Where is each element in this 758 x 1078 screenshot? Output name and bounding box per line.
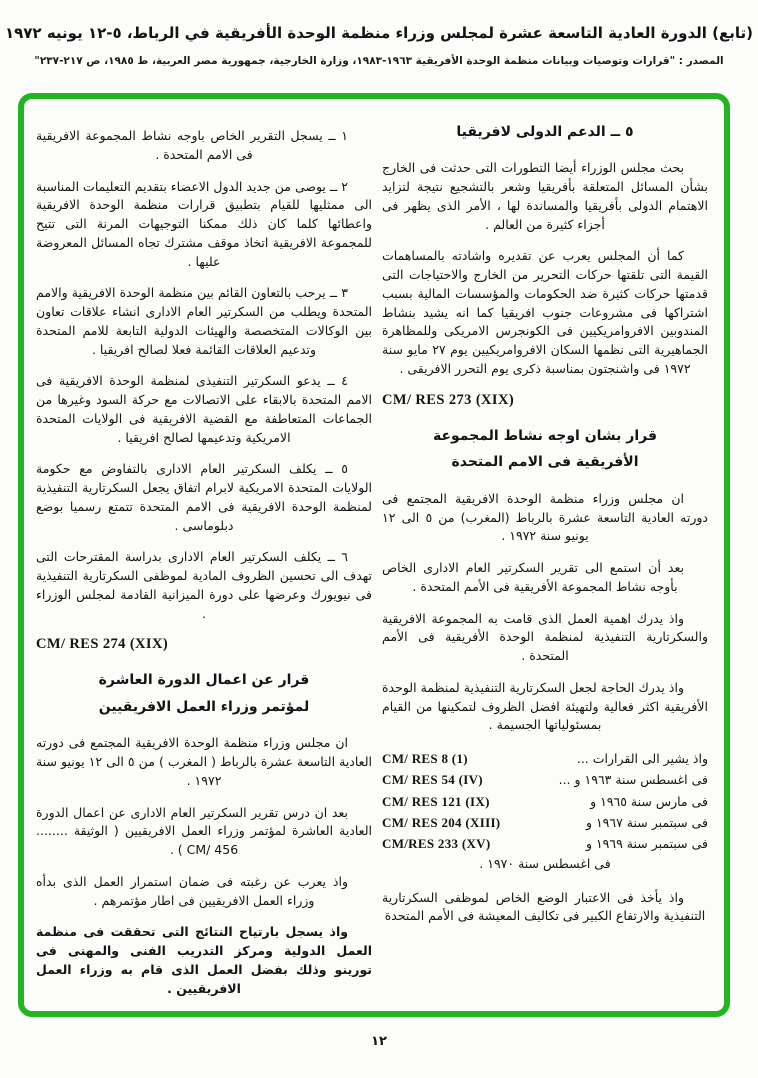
resolution-reference-row (382, 748, 708, 769)
resolution-274-heading-line1: قرار عن اعمال الدورة العاشرة (98, 672, 310, 689)
numbered-item-3: ٣ ــ يرحب بالتعاون القائم بين منظمة الوحدة الافريقية والامم المتحدة ويطلب من السكرتير العام الادارى انشاء علاقات تعاون بين الوكالات المتخصصة والهيئات الدولية التابعة للامم المتحدة وتدعيم العلاقات القائمة فعلا لصالح افريقيا . (36, 285, 372, 357)
paragraph: واذ يعرب عن رغبته فى ضمان استمرار العمل الذى بدأه وزراء العمل الافريقيين فى اطار مؤتمرهم . (36, 873, 348, 908)
paragraph: كما أن المجلس يعرب عن تقديره واشادته بالمساهمات القيمة التى تلقتها حركات التحرير من الخارج والاحتياجات التى قدمتها حركات كثيرة ضد الحكومات والمؤسسات المالية بسبب اشتراكها فى مشروعات جنوب افريقيا كما انه يشيد بنشاط المندوبين الافروامريكيين فى الكونجرس الامريكى وللمظاهرة الجماهيرية التى نظمها السكان الافروامريكيين يوم ٢٧ مايو سنة ١٩٧٢ فى واشنجتون بمناسبة ذكرى يوم التحرر الافريقى . (382, 248, 708, 376)
left-column (36, 127, 372, 1011)
page-title: (تابع) الدورة العادية التاسعة عشرة لمجلس وزراء منظمة الوحدة الأفريقية في الرباط، ٥-١٢ يونيه ١٩٧٢ (4, 24, 754, 42)
resolution-273-heading-line2: الأفريقية فى الامم المتحدة (451, 454, 639, 471)
resolution-reference-row (382, 812, 708, 833)
resolution-reference-row (382, 833, 708, 854)
resolution-reference-row (382, 791, 708, 812)
resolution-code: CM/ RES 54 (IV) (382, 772, 483, 788)
resolution-code: CM/ RES 121 (IX) (382, 793, 490, 809)
resolution-text: فى اغسطس سنة ١٩٦٣ و ... (558, 772, 708, 788)
resolution-274-heading-line2: لمؤتمر وزراء العمل الافريقيين (98, 698, 310, 715)
resolution-reference-row (382, 854, 708, 874)
paragraph: واذ يأخذ فى الاعتبار الوضع الخاص لموظفى السكرتارية التنفيذية والارتفاع الكبير فى تكاليف المعيشة فى الأمم المتحدة (382, 889, 706, 924)
resolution-text: فى سبتمبر سنة ١٩٦٧ و (585, 814, 708, 830)
numbered-item-4: ٤ ــ يدعو السكرتير التنفيذى لمنظمة الوحدة الافريقية فى الامم المتحدة بالابقاء على الاتصالات مع حركة السود وغيرها من الجماعات المتعاطفة مع القضية الافريقية فى الولايات المتحدة الامريكية وتدعيمها لصالح افريقيا . (36, 373, 372, 445)
resolution-text: فى سبتمبر سنة ١٩٦٩ و (585, 836, 708, 852)
resolution-273-heading-line1: قرار بشان اوجه نشاط المجموعة (432, 427, 658, 444)
section-5-heading: ٥ ــ الدعم الدولى لافريقيا (456, 124, 634, 140)
source-line: المصدر : "قرارات وتوصيات وبيانات منظمة الوحدة الأفريقية ١٩٦٣-١٩٨٣، وزارة الخارجية، جمهورية مصر العربية، ط ١٩٨٥، ص ٢١٧-٢٣٧" (34, 55, 724, 67)
numbered-item-5: ٥ ــ يكلف السكرتير العام الادارى بالتفاوض مع حكومة الولايات المتحدة الامريكية لابرام اتفاق يجعل السكرتارية التنفيذية لمنظمة الوحدة الافريقية فى الامم المتحدة تتمتع رسميا بوضع دبلوماسى . (36, 461, 372, 533)
paragraph: واذ يدرك اهمية العمل الذى قامت به المجموعة الافريقية والسكرتارية التنفيذية لمنظمة الوحدة الأفريقية فى الأمم المتحدة . (382, 610, 708, 664)
page-number: ١٢ (371, 1034, 387, 1049)
paragraph: بعد ان درس تقرير السكرتير العام الادارى عن اعمال الدورة العادية العاشرة لمؤتمر وزراء العمل الافريقيين ( الوثيقة ........ CM/ 456 ) . (36, 804, 372, 858)
paragraph: بحث مجلس الوزراء أيضا التطورات التى حدثت فى الخارج بشأن المسائل المتعلقة بأفريقيا وشعر بالتشجيع نتيجة لتزايد الاهتمام الدولى بأفريقيا والمساندة لها ، الأمر الذى يظهر فى أجزاء كثيرة من العالم . (382, 160, 708, 232)
resolution-273-heading (382, 423, 708, 476)
resolution-274-heading (36, 667, 372, 720)
numbered-item-6: ٦ ــ يكلف السكرتير العام الادارى بدراسة المقترحات التى تهدف الى تحسين الظروف المادية لموظفى السكرتارية التنفيذية فى نيويورك وعرضها على دورة الميزانية القادمة لمجلس الوزراء . (36, 549, 372, 621)
resolution-code: CM/ RES 8 (1) (382, 751, 468, 767)
resolution-reference-list (382, 748, 708, 875)
numbered-item-2: ٢ ــ يوصى من جديد الدول الاعضاء بتقديم التعليمات المناسبة الى ممثليها للقيام بتطبيق قرارات منظمة الوحدة الافريقية واعطائها كلما كان ذلك ممكنا التوجيهات المرنة التى تتيح للمجموعة الافريقية اتخاذ موقف مشترك تجاه المسائل المعروضة عليها . (36, 178, 372, 269)
resolution-text: واذ يشير الى القرارات ... (576, 751, 708, 767)
resolution-text: فى مارس سنة ١٩٦٥ و (590, 793, 708, 809)
resolution-label-cm-res-274: CM/ RES 274 (XIX) (36, 636, 169, 653)
resolution-label-cm-res-273: CM/ RES 273 (XIX) (382, 391, 515, 408)
resolution-code: CM/RES 233 (XV) (382, 836, 491, 852)
paragraph-bold: واذ يسجل بارتياح النتائج التى تحققت فى منظمة العمل الدولية ومركز التدريب الفنى والمهنى فى تورينو وذلك بفضل العمل الذى قام به وزراء العمل الافريقيين . (36, 924, 372, 996)
paragraph: بعد أن استمع الى تقرير السكرتير العام الادارى الخاص بأوجه نشاط المجموعة الأفريقية فى الأمم المتحدة . (382, 560, 684, 594)
resolution-code: CM/ RES 204 (XIII) (382, 814, 501, 830)
numbered-item-1: ١ ــ يسجل التقرير الخاص باوجه نشاط المجموعة الافريقية فى الامم المتحدة . (36, 128, 348, 162)
paragraph: ان مجلس وزراء منظمة الوحدة الافريقية المجتمع فى دورته العادية التاسعة عشرة بالرباط ( المغرب ) من ٥ الى ١٢ يونيو سنة ١٩٧٢ . (36, 735, 372, 788)
resolution-reference-row (382, 769, 708, 790)
content-border-box (18, 93, 730, 1017)
right-column (382, 121, 708, 939)
resolution-text: فى اغسطس سنة ١٩٧٠ . (479, 856, 611, 872)
paragraph: واذ يدرك الحاجة لجعل السكرتارية التنفيذية لمنظمة الوحدة الأفريقية اكثر فعالية ولتهيئة افضل الظروف لتمكينها من القيام بمسئولياتها الجسيمة . (382, 679, 708, 733)
paragraph: ان مجلس وزراء منظمة الوحدة الافريقية المجتمع فى دورته العادية التاسعة عشرة بالرباط (المغرب) من ٥ الى ١٢ يونيو سنة ١٩٧٢ . (382, 490, 708, 544)
